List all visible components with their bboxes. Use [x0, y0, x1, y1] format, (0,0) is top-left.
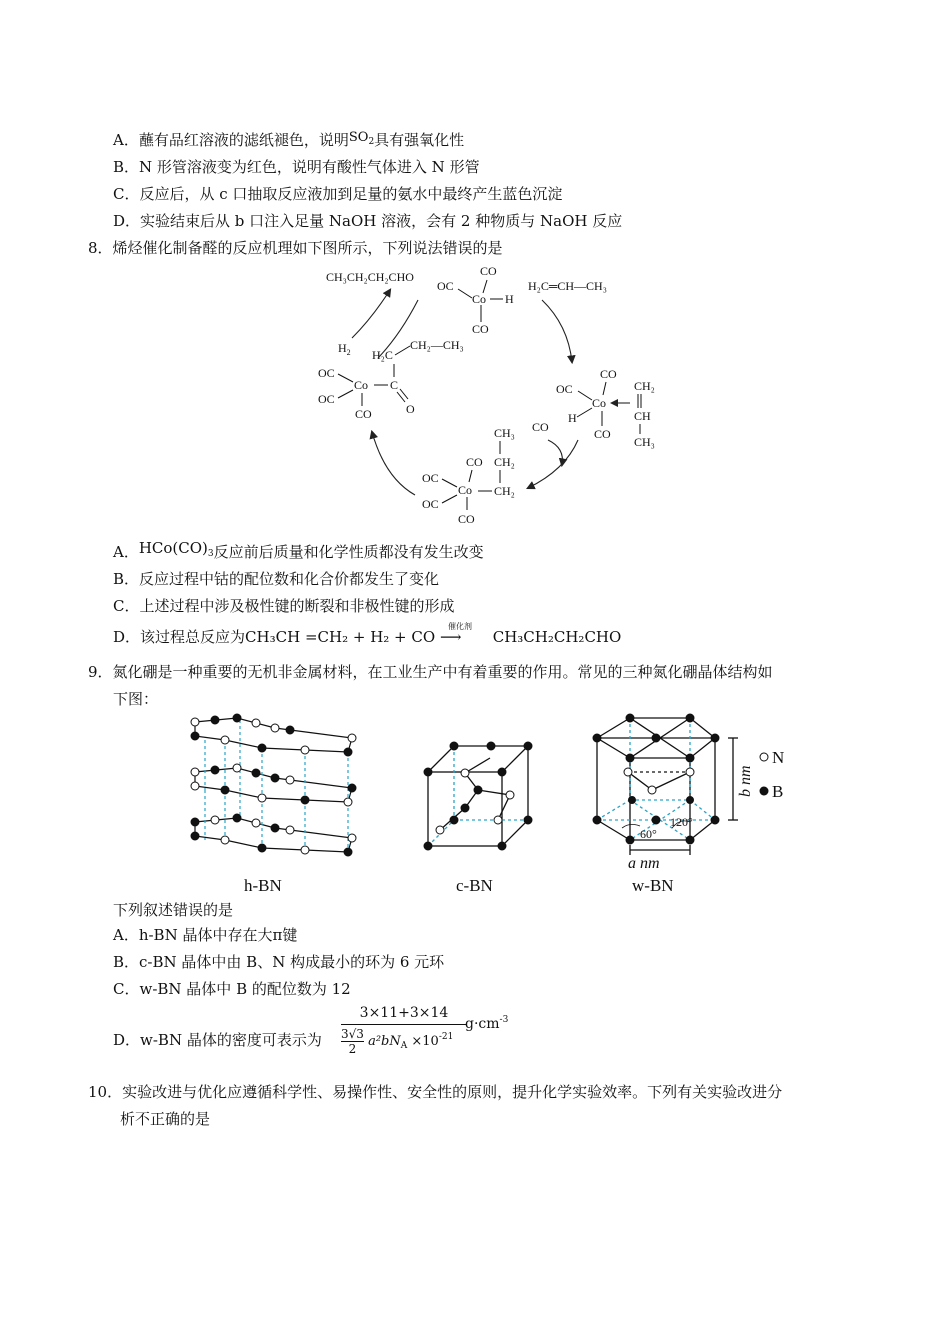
- q9-option-b: B．c-BN 晶体中由 B、N 构成最小的环为 6 元环: [113, 953, 445, 971]
- q8-option-a: A．$HCo(CO)_3$反应前后质量和化学性质都没有发生改变: [113, 539, 484, 561]
- density-fraction: 3×11+3×14 $\frac{3√3}{2}$ $a^2bN_A \times 10^{-21}$: [341, 1005, 467, 1056]
- svg-text:CH₂: CH₂: [494, 484, 515, 498]
- overall-equation-left: CH₃CH =CH₂ + H₂ + CO: [245, 628, 436, 646]
- svg-text:CH: CH: [634, 409, 651, 423]
- svg-text:60°: 60°: [640, 827, 657, 841]
- svg-text:Co: Co: [354, 378, 369, 392]
- svg-text:CH₂—CH₃: CH₂—CH₃: [410, 338, 464, 352]
- svg-text:OC: OC: [318, 392, 335, 406]
- svg-text:Co: Co: [472, 292, 487, 306]
- q8-option-b: B．反应过程中钴的配位数和化合价都发生了变化: [113, 570, 440, 588]
- svg-text:Co: Co: [458, 483, 473, 497]
- boron-nitride-structures-figure: [180, 710, 800, 900]
- svg-text:OC: OC: [556, 382, 573, 396]
- svg-text:CO: CO: [600, 367, 617, 381]
- q7-option-c: C．反应后，从 c 口抽取反应液加到足量的氨水中最终产生蓝色沉淀: [113, 185, 563, 203]
- q8-option-d: D．该过程总反应为CH₃CH =CH₂ + H₂ + CO 催化剂 ⟶ CH₃CH₂CH₂CHO: [113, 622, 622, 646]
- svg-text:CH₃: CH₃: [494, 426, 515, 440]
- svg-text:CO: CO: [458, 512, 475, 526]
- product-aldehyde: CH₃CH₂CH₂CHO: [326, 270, 414, 284]
- label-c-bn: c-BN: [456, 876, 493, 895]
- svg-text:CO: CO: [466, 455, 483, 469]
- q8-option-c: C．上述过程中涉及极性键的断裂和非极性键的形成: [113, 597, 455, 615]
- q10-stem-line1: 10．实验改进与优化应遵循科学性、易操作性、安全性的原则，提升化学实验效率。下列有关实验改进分: [88, 1083, 783, 1101]
- svg-text:C: C: [390, 378, 399, 392]
- svg-text:CO: CO: [480, 264, 497, 278]
- q9-stem-line2: 下图：: [113, 690, 159, 708]
- q7-option-a: A．蘸有品红溶液的滤纸褪色，说明$SO_2$具有强氧化性: [113, 130, 465, 149]
- q9-option-a: A．h-BN 晶体中存在大π键: [113, 926, 298, 944]
- svg-text:CH₂: CH₂: [494, 455, 515, 469]
- svg-text:Co: Co: [592, 396, 607, 410]
- svg-text:O: O: [406, 402, 415, 416]
- svg-text:H2: $H_2$: [338, 341, 351, 357]
- q7-option-d: D．实验结束后从 b 口注入足量 NaOH 溶液，会有 2 种物质与 NaOH 反应: [113, 212, 623, 230]
- legend-n: N: [772, 748, 785, 767]
- svg-text:H: H: [505, 292, 514, 306]
- q9-option-c: C．w-BN 晶体中 B 的配位数为 12: [113, 980, 351, 998]
- svg-text:H₂C: H₂C: [372, 348, 393, 362]
- q9-prompt: 下列叙述错误的是: [113, 901, 234, 919]
- svg-text:CO: CO: [472, 322, 489, 336]
- catalyst-arrow: 催化剂 ⟶: [439, 622, 472, 646]
- svg-text:CH₂: CH₂: [634, 379, 655, 393]
- svg-text:CO: CO: [355, 407, 372, 421]
- dimension-a-label: a nm: [628, 855, 660, 872]
- label-h-bn: h-BN: [244, 876, 282, 895]
- density-unit: $g\cdot cm^{-3}$: [465, 1015, 509, 1032]
- svg-text:H: H: [568, 411, 577, 425]
- q7-option-b: B．N 形管溶液变为红色，说明有酸性气体进入 N 形管: [113, 158, 480, 176]
- svg-text:120°: 120°: [670, 815, 693, 829]
- dimension-b-label: b nm: [737, 765, 754, 797]
- svg-text:CH₃: CH₃: [634, 435, 655, 449]
- svg-text:CO: CO: [594, 427, 611, 441]
- propene-formula: H₂C═CH—CH₃: [528, 279, 607, 293]
- svg-text:CO: CO: [532, 420, 549, 434]
- q8-stem: 8．烯烃催化制备醛的反应机理如下图所示，下列说法错误的是: [88, 239, 503, 257]
- q9-stem-line1: 9．氮化硼是一种重要的无机非金属材料，在工业生产中有着重要的作用。常见的三种氮化硼晶体结构如: [88, 663, 773, 681]
- svg-text:OC: OC: [318, 366, 335, 380]
- q10-stem-line2: 析不正确的是: [120, 1110, 211, 1128]
- svg-text:OC: OC: [422, 497, 439, 511]
- hydroformylation-mechanism-diagram: [300, 258, 680, 533]
- label-w-bn: w-BN: [632, 876, 674, 895]
- legend-b: B: [772, 782, 784, 801]
- overall-equation-right: CH₃CH₂CH₂CHO: [492, 628, 622, 646]
- svg-text:OC: OC: [437, 279, 454, 293]
- so2-formula: $SO_2$: [348, 130, 375, 147]
- svg-text:OC: OC: [422, 471, 439, 485]
- hco-co3-formula: $HCo(CO)_3$: [138, 539, 214, 559]
